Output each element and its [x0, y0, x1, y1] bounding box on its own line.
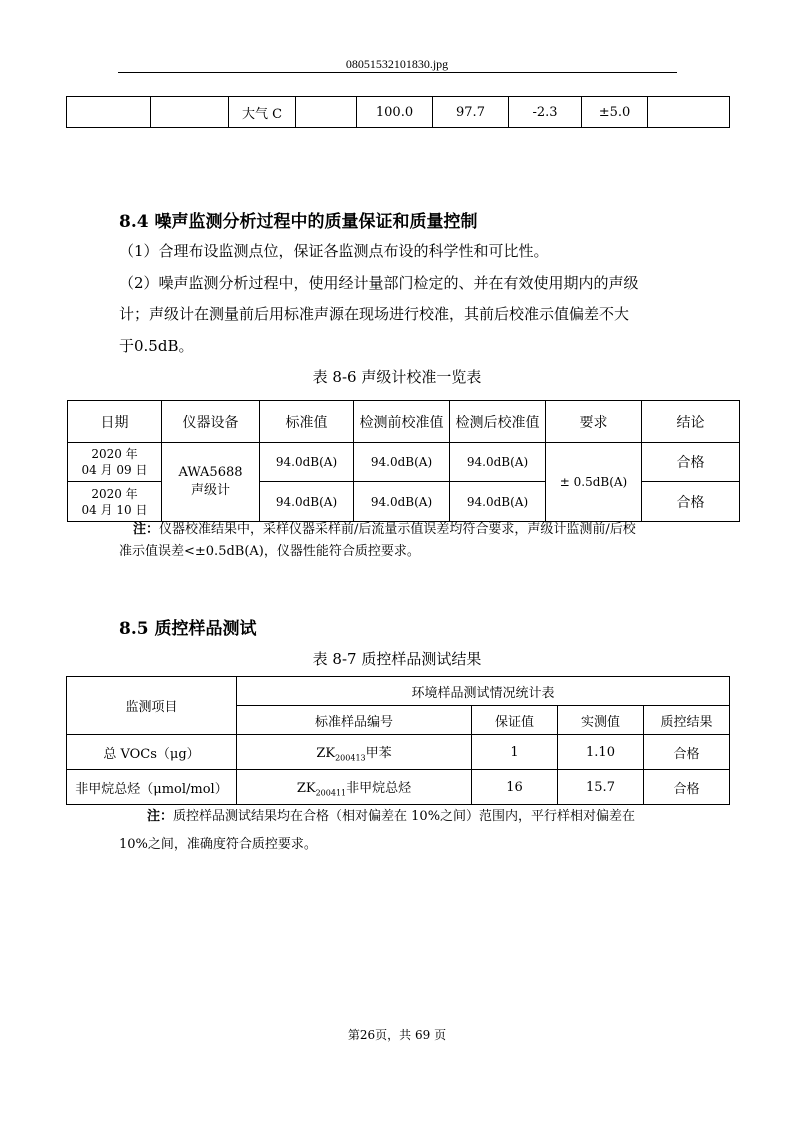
note-label: 注：: [147, 809, 174, 824]
table-row: [67, 97, 730, 128]
date-cell: [68, 443, 162, 482]
table-cell: 大气 C: [229, 97, 296, 128]
table-cell: ±5.0: [582, 97, 648, 128]
measured-value: 15.7: [558, 770, 644, 805]
code-subscript: 200413: [335, 753, 366, 763]
date-line: 2020 年: [91, 447, 138, 461]
device-model: AWA5688: [178, 465, 243, 480]
table-header-row: [67, 677, 730, 706]
column-header: 标准值: [260, 401, 354, 443]
column-header: 日期: [68, 401, 162, 443]
after-value: 94.0dB(A): [450, 482, 546, 522]
column-header: 要求: [546, 401, 642, 443]
note-text: 质控样品测试结果均在合格（相对偏差在 10%之间）范围内，平行样相对偏差在: [173, 809, 636, 824]
header-rule: [118, 72, 677, 73]
file-name-header: 08051532101830.jpg: [345, 57, 449, 71]
column-header: 监测项目: [67, 677, 237, 735]
column-header: 标准样品编号: [237, 706, 472, 735]
date-cell: [68, 482, 162, 522]
column-header: 仪器设备: [162, 401, 260, 443]
result-cell: 合格: [644, 735, 730, 770]
column-header: 保证值: [472, 706, 558, 735]
code-cell: [237, 735, 472, 770]
before-value: 94.0dB(A): [354, 443, 450, 482]
note-line-2: 10%之间，准确度符合质控要求。: [119, 837, 317, 852]
table-8-6-caption: 表 8-6 声级计校准一览表: [312, 368, 482, 386]
table-row: [68, 443, 740, 482]
code-prefix: ZK: [316, 745, 336, 761]
item-cell: 非甲烷总烃（μmol/mol）: [67, 770, 237, 805]
note-line-1: [119, 803, 719, 831]
table-cell: [67, 97, 151, 128]
table-8-7-note: [119, 803, 719, 859]
table-cell: [296, 97, 357, 128]
page-number: 第26页，共 69 页: [347, 1028, 447, 1042]
note-line-1: [119, 519, 719, 541]
table-cell: 97.7: [433, 97, 509, 128]
date-line: 04 月 10 日: [81, 502, 148, 517]
paragraph-2-line-1: （2）噪声监测分析过程中，使用经计量部门检定的、并在有效使用期内的声级: [119, 274, 639, 292]
continued-table: [66, 96, 730, 128]
device-type: 声级计: [190, 483, 230, 498]
column-header: 质控结果: [644, 706, 730, 735]
code-suffix: 非甲烷总烃: [346, 780, 412, 796]
conclusion-cell: 合格: [642, 482, 740, 522]
date-line: 2020 年: [91, 486, 138, 501]
calibration-table: [67, 400, 740, 522]
table-row: [67, 735, 730, 770]
code-cell: [237, 770, 472, 805]
device-cell: [162, 443, 260, 522]
paragraph-1: （1）合理布设监测点位，保证各监测点布设的科学性和可比性。: [119, 242, 549, 260]
guaranteed-value: 16: [472, 770, 558, 805]
table-cell: [648, 97, 730, 128]
table-cell: -2.3: [509, 97, 582, 128]
note-label: 注：: [133, 522, 160, 537]
table-header-row: [68, 401, 740, 443]
table-cell: 100.0: [357, 97, 433, 128]
measured-value: 1.10: [558, 735, 644, 770]
note-text: 仪器校准结果中，采样仪器采样前/后流量示值误差均符合要求，声级计监测前/后校: [159, 522, 636, 537]
table-8-7-caption: 表 8-7 质控样品测试结果: [312, 650, 482, 668]
code-prefix: ZK: [296, 780, 316, 796]
after-value: 94.0dB(A): [450, 443, 546, 482]
section-8-4-title: 8.4 噪声监测分析过程中的质量保证和质量控制: [119, 212, 478, 232]
item-cell: 总 VOCs（μg）: [67, 735, 237, 770]
table-row: [67, 770, 730, 805]
code-suffix: 甲苯: [365, 745, 392, 761]
date-line: 04 月 09 日: [81, 463, 148, 477]
section-8-5-title: 8.5 质控样品测试: [119, 619, 257, 639]
quality-control-table: [66, 676, 730, 805]
column-header: 结论: [642, 401, 740, 443]
paragraph-2-line-2: 计；声级计在测量前后用标准声源在现场进行校准，其前后校准示值偏差不大: [119, 305, 630, 323]
table-8-6-note: [119, 519, 719, 563]
requirement-cell: ± 0.5dB(A): [546, 443, 642, 522]
column-header: 检测前校准值: [354, 401, 450, 443]
result-cell: 合格: [644, 770, 730, 805]
code-subscript: 200411: [315, 788, 347, 798]
conclusion-cell: 合格: [642, 443, 740, 482]
guaranteed-value: 1: [472, 735, 558, 770]
column-header: 检测后校准值: [450, 401, 546, 443]
before-value: 94.0dB(A): [354, 482, 450, 522]
table-cell: [151, 97, 229, 128]
standard-value: 94.0dB(A): [260, 443, 354, 482]
column-header: 实测值: [558, 706, 644, 735]
paragraph-2-line-3: 于0.5dB。: [119, 337, 194, 355]
note-line-2: 准示值误差<±0.5dB(A)，仪器性能符合质控要求。: [119, 544, 420, 559]
group-header: 环境样品测试情况统计表: [237, 677, 730, 706]
standard-value: 94.0dB(A): [260, 482, 354, 522]
